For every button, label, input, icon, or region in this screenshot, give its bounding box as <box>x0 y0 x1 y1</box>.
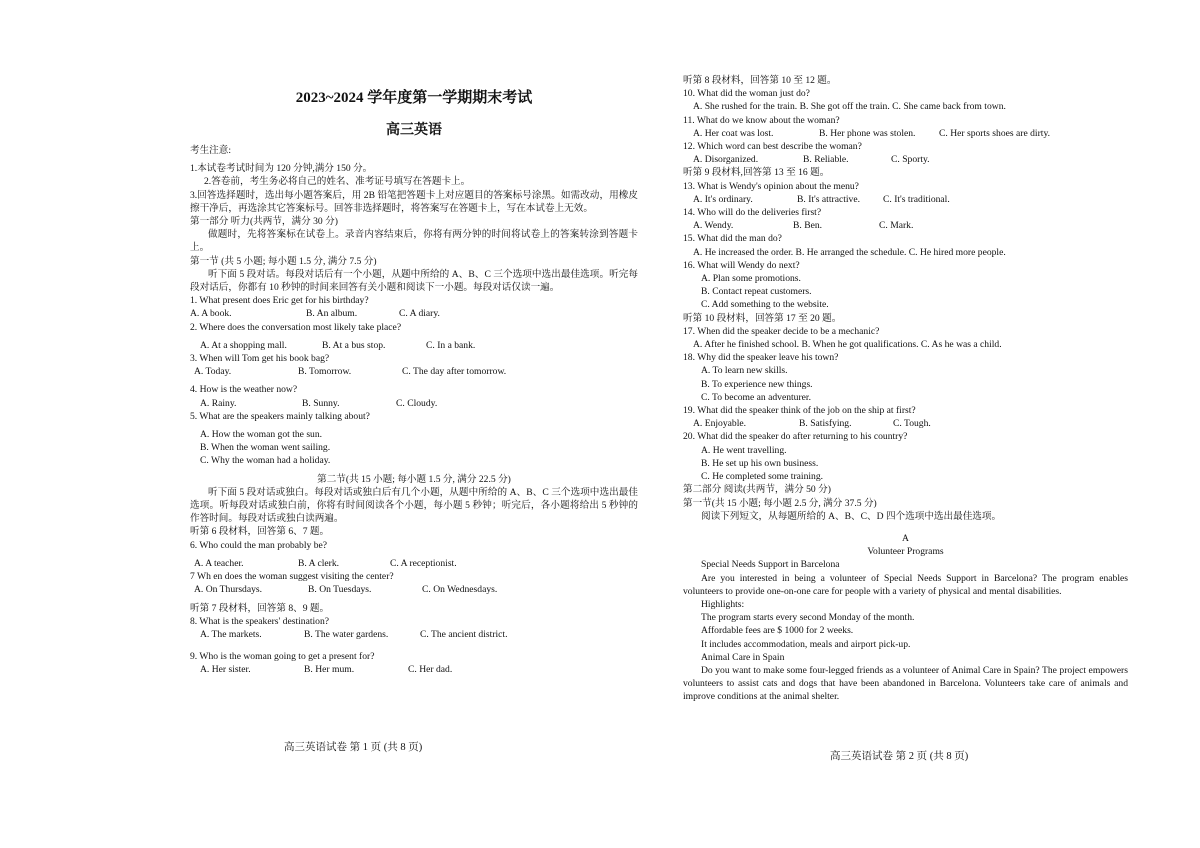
question-14: 14. Who will do the deliveries first? <box>683 207 822 219</box>
q11-option-c: C. Her sports shoes are dirty. <box>939 127 1051 139</box>
question-5: 5. What are the speakers mainly talking about? <box>190 410 370 422</box>
passage-title: Volunteer Programs <box>867 546 944 558</box>
section-2-heading: 第二节(共 15 小题; 每小题 1.5 分, 满分 22.5 分) <box>317 473 511 485</box>
question-12-options <box>683 153 1128 166</box>
q8-option-a: A. The markets. <box>200 628 262 640</box>
section-3-heading: 第一节(共 15 小题; 每小题 2.5 分, 满分 37.5 分) <box>683 497 877 509</box>
section-3-instructions: 阅读下列短文，从每题所给的 A、B、C、D 四个选项中选出最佳选项。 <box>701 510 1002 522</box>
highlight-2: Affordable fees are $ 1000 for 2 weeks. <box>701 625 854 637</box>
notice-3: 3.回答选择题时，选出每小题答案后，用 2B 铅笔把答题卡上对应题目的答案标号涂黑。如需改动，用橡皮擦干净后，再选涂其它答案标号。回答非选择题时，将答案写在答题卡上，写在本试卷上无效。 <box>190 189 638 214</box>
q9-option-b: B. Her mum. <box>304 664 355 676</box>
notice-heading: 考生注意: <box>190 145 232 156</box>
highlight-1: The program starts every second Monday of the month. <box>701 612 915 624</box>
q7-option-c: C. On Wednesdays. <box>422 584 498 596</box>
q13-option-a: A. It's ordinary. <box>693 193 753 205</box>
question-10: 10. What did the woman just do? <box>683 88 810 100</box>
page-1-column <box>190 88 638 677</box>
question-9: 9. Who is the woman going to get a present for? <box>190 651 375 663</box>
question-3-options <box>190 365 638 378</box>
q1-option-a: A. A book. <box>190 308 232 320</box>
q19-option-c: C. Tough. <box>893 418 931 430</box>
q18-option-b: B. To experience new things. <box>701 378 813 390</box>
program-2-name: Animal Care in Spain <box>701 651 785 663</box>
question-6-options <box>190 557 638 570</box>
material-7-heading: 听第 7 段材料，回答第 8、9 题。 <box>190 602 330 614</box>
q3-option-b: B. Tomorrow. <box>298 366 352 378</box>
q16-option-a: A. Plan some promotions. <box>701 273 801 285</box>
question-7-options <box>190 583 638 596</box>
q6-option-c: C. A receptionist. <box>390 557 457 569</box>
q6-option-b: B. A clerk. <box>298 557 340 569</box>
notice-2: 2.答卷前，考生务必将自己的姓名、准考证号填写在答题卡上。 <box>204 176 471 188</box>
q11-option-b: B. Her phone was stolen. <box>819 127 916 139</box>
section-2-instructions: 听下面 5 段对话或独白。每段对话或独白后有几个小题，从题中所给的 A、B、C 三个选项中选出最佳选项。听每段对话或独白前，你将有时间阅读各个小题，每小题 5 秒钟；听完后，各小题将给出 5 秒钟的作答时间。每段对话或独白读两遍。 <box>190 486 638 525</box>
question-17: 17. When did the speaker decide to be a mechanic? <box>683 325 880 337</box>
question-16: 16. What will Wendy do next? <box>683 259 800 271</box>
program-1-description: Are you interested in being a volunteer of Special Needs Support in Barcelona? The program enables volunteers to provide one-on-one care for people with a variety of physical and mental disabilities. <box>683 572 1128 597</box>
q1-option-b: B. An album. <box>306 308 358 320</box>
q6-option-a: A. A teacher. <box>194 557 244 569</box>
question-11: 11. What do we know about the woman? <box>683 114 840 126</box>
passage-letter: A <box>902 532 909 544</box>
question-14-options <box>683 219 1128 232</box>
question-8: 8. What is the speakers' destination? <box>190 615 330 627</box>
q3-option-a: A. Today. <box>194 366 232 378</box>
program-2-description: Do you want to make some four-legged friends as a volunteer of Animal Care in Spain? The project empowers volunteers to assist cats and dogs that have been abandoned in Barcelona. Volunteers take care of animals and improve conditions at the animal shelter. <box>683 664 1128 703</box>
question-4-options <box>190 397 638 410</box>
page-1-footer: 高三英语试卷 第 1 页 (共 8 页) <box>284 742 423 753</box>
question-19-options <box>683 417 1128 430</box>
question-2-options <box>190 339 638 352</box>
q19-option-b: B. Satisfying. <box>799 418 852 430</box>
question-13-options <box>683 193 1128 206</box>
section-1-heading: 第一节 (共 5 小题; 每小题 1.5 分, 满分 7.5 分) <box>190 255 377 267</box>
q20-option-c: C. He completed some training. <box>701 471 824 483</box>
q11-option-a: A. Her coat was lost. <box>693 127 774 139</box>
q9-option-a: A. Her sister. <box>200 664 251 676</box>
q4-option-b: B. Sunny. <box>302 397 340 409</box>
q7-option-b: B. On Tuesdays. <box>308 584 372 596</box>
question-17-options: A. After he finished school. B. When he got qualifications. C. As he was a child. <box>693 339 1002 351</box>
q8-option-b: B. The water gardens. <box>304 628 389 640</box>
q20-option-b: B. He set up his own business. <box>701 457 819 469</box>
program-1-name: Special Needs Support in Barcelona <box>701 559 840 571</box>
q4-option-a: A. Rainy. <box>200 397 237 409</box>
question-10-options: A. She rushed for the train. B. She got off the train. C. She came back from town. <box>693 101 1006 113</box>
highlight-3: It includes accommodation, meals and airport pick-up. <box>701 638 911 650</box>
question-3: 3. When will Tom get his book bag? <box>190 353 330 365</box>
q1-option-c: C. A diary. <box>399 308 440 320</box>
question-20: 20. What did the speaker do after returning to his country? <box>683 431 908 443</box>
page-2-footer: 高三英语试卷 第 2 页 (共 8 页) <box>830 751 969 762</box>
question-15-options: A. He increased the order. B. He arranged the schedule. C. He hired more people. <box>693 246 1006 258</box>
question-4: 4. How is the weather now? <box>190 384 298 396</box>
q8-option-c: C. The ancient district. <box>420 628 508 640</box>
question-9-options <box>190 663 638 676</box>
q2-option-a: A. At a shopping mall. <box>200 339 287 351</box>
question-1: 1. What present does Eric get for his birthday? <box>190 295 369 307</box>
question-7: 7 Wh en does the woman suggest visiting the center? <box>190 571 394 583</box>
exam-subject: 高三英语 <box>386 123 442 138</box>
q7-option-a: A. On Thursdays. <box>194 584 263 596</box>
q20-option-a: A. He went travelling. <box>701 444 787 456</box>
notice-1: 1.本试卷考试时间为 120 分钟,满分 150 分。 <box>190 163 373 175</box>
part-1-heading: 第一部分 听力(共两节，满分 30 分) <box>190 216 338 228</box>
q3-option-c: C. The day after tomorrow. <box>402 366 507 378</box>
q13-option-c: C. It's traditional. <box>883 193 950 205</box>
q14-option-a: A. Wendy. <box>693 220 734 232</box>
q4-option-c: C. Cloudy. <box>396 397 438 409</box>
q5-option-b: B. When the woman went sailing. <box>200 442 331 454</box>
page-2-column <box>683 74 1128 704</box>
section-1-instructions: 听下面 5 段对话。每段对话后有一个小题，从题中所给的 A、B、C 三个选项中选出最佳选项。听完每段对话后，你都有 10 秒钟的时间来回答有关小题和阅读下一小题。每段对话仅读一遍。 <box>190 268 638 294</box>
question-19: 19. What did the speaker think of the job on the ship at first? <box>683 405 916 417</box>
q5-option-a: A. How the woman got the sun. <box>200 429 323 441</box>
question-18: 18. Why did the speaker leave his town? <box>683 352 839 364</box>
question-11-options <box>683 127 1128 140</box>
material-9-heading: 听第 9 段材料,回答第 13 至 16 题。 <box>683 167 830 179</box>
highlights-label: Highlights: <box>701 598 745 610</box>
q16-option-c: C. Add something to the website. <box>701 299 829 311</box>
q13-option-b: B. It's attractive. <box>797 193 861 205</box>
q9-option-c: C. Her dad. <box>408 664 453 676</box>
question-2: 2. Where does the conversation most likely take place? <box>190 321 402 333</box>
question-13: 13. What is Wendy's opinion about the menu? <box>683 180 859 192</box>
q2-option-b: B. At a bus stop. <box>322 339 386 351</box>
q19-option-a: A. Enjoyable. <box>693 418 747 430</box>
q2-option-c: C. In a bank. <box>426 339 476 351</box>
q14-option-b: B. Ben. <box>793 220 823 232</box>
q5-option-c: C. Why the woman had a holiday. <box>200 455 331 467</box>
question-1-options <box>190 307 638 320</box>
q14-option-c: C. Mark. <box>879 220 914 232</box>
part-2-heading: 第二部分 阅读(共两节，满分 50 分) <box>683 484 831 496</box>
q12-option-a: A. Disorganized. <box>693 154 759 166</box>
part-1-instructions: 做题时，先将答案标在试卷上。录音内容结束后，你将有两分钟的时间将试卷上的答案转涂到答题卡上。 <box>190 229 638 254</box>
q16-option-b: B. Contact repeat customers. <box>701 286 812 298</box>
question-6: 6. Who could the man probably be? <box>190 539 328 551</box>
material-6-heading: 听第 6 段材料，回答第 6、7 题。 <box>190 526 330 538</box>
material-8-heading: 听第 8 段材料，回答第 10 至 12 题。 <box>683 75 837 86</box>
q18-option-c: C. To become an adventurer. <box>701 391 811 403</box>
question-12: 12. Which word can best describe the woman? <box>683 141 862 153</box>
exam-title: 2023~2024 学年度第一学期期末考试 <box>295 90 533 106</box>
q12-option-c: C. Sporty. <box>891 154 930 166</box>
question-15: 15. What did the man do? <box>683 233 782 245</box>
q12-option-b: B. Reliable. <box>803 154 849 166</box>
question-8-options <box>190 628 638 641</box>
q18-option-a: A. To learn new skills. <box>701 365 788 377</box>
material-10-heading: 听第 10 段材料，回答第 17 至 20 题。 <box>683 312 842 324</box>
